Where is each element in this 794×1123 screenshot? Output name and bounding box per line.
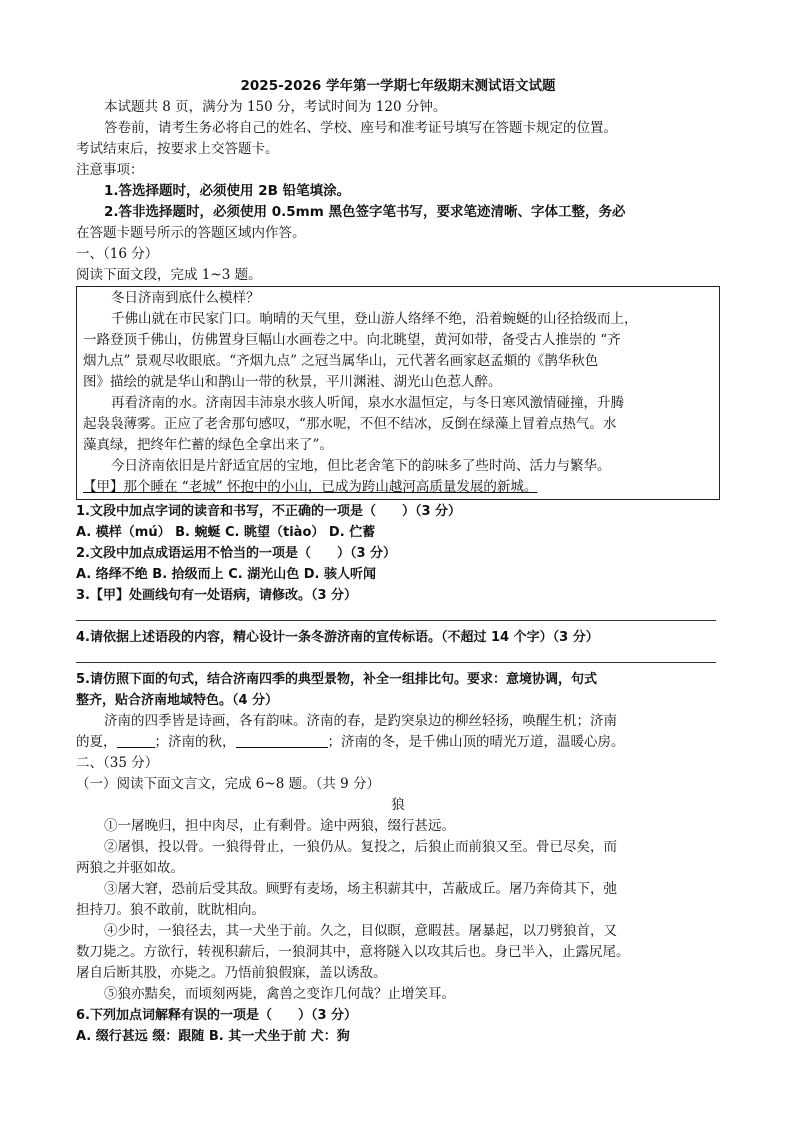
question-5-stem: 济南的四季皆是诗画，各有韵味。济南的春，是趵突泉边的柳丝轻扬，唤醒生机；济南: [104, 713, 617, 729]
question-1: 1.文段中加点字词的读音和书写，不正确的一项是（ ）（3 分）: [76, 504, 462, 519]
exam-page: [76, 76, 720, 1047]
passage-underlined-sentence: 【甲】那个睡在 “老城” 怀抱中的小山，已成为跨山越河高质量发展的新城。: [83, 479, 538, 495]
intro-line: 本试题共 8 页，满分为 150 分，考试时间为 120 分钟。: [104, 99, 447, 115]
classical-text-line: ①一屠晚归，担中肉尽，止有剩骨。途中两狼，缀行甚远。: [104, 818, 455, 834]
passage-line: 藻真绿，把终年伫蓄的绿色全拿出来了”。: [83, 437, 333, 453]
subsection-heading: （一）阅读下面文言文，完成 6~8 题。（共 9 分）: [76, 776, 380, 792]
classical-text-line: ⑤狼亦黠矣，而顷刻两毙，禽兽之变诈几何哉？止增笑耳。: [104, 986, 455, 1002]
question-5-fill: [76, 732, 720, 753]
passage-line: 千佛山就在市民家门口。晌晴的天气里，登山游人络绎不绝，沿着蜿蜒的山径拾级而上，: [111, 311, 638, 327]
answer-line[interactable]: [76, 610, 716, 621]
question-5-cont: 整齐，贴合济南地域特色。（4 分）: [76, 693, 279, 708]
question-4: 4.请依据上述语段的内容，精心设计一条冬游济南的宣传标语。（不超过 14 个字）（3 分）: [76, 630, 599, 645]
text-title: 狼: [391, 797, 405, 813]
classical-text-line: ②屠惧，投以骨。一狼得骨止，一狼仍从。复投之，后狼止而前狼又至。骨已尽矣，而: [104, 839, 617, 855]
section-instruction: 阅读下面文段，完成 1~3 题。: [76, 267, 262, 283]
classical-text-line: 担持刀。狼不敢前，眈眈相向。: [76, 902, 265, 918]
exam-title: 2025-2026 学年第一学期七年级期末测试语文试题: [240, 78, 556, 94]
notice-item: 2.答非选择题时，必须使用 0.5mm 黑色签字笔书写，要求笔迹清晰、字体工整，务必: [104, 204, 626, 220]
section-heading: 二、（35 分）: [76, 755, 159, 771]
notice-heading: 注意事项：: [76, 162, 144, 178]
question-6-options: A. 缀行甚远 缀：跟随 B. 其一犬坐于前 犬：狗: [76, 1029, 350, 1044]
notice-item-cont: 在答题卡题号所示的答题区域内作答。: [76, 225, 306, 241]
question-5: 5.请仿照下面的句式，结合济南四季的典型景物，补全一组排比句。要求：意境协调，句式: [76, 672, 597, 687]
intro-line: 考试结束后，按要求上交答题卡。: [76, 141, 279, 157]
section-heading: 一、（16 分）: [76, 246, 159, 262]
classical-text-line: 屠自后断其股，亦毙之。乃悟前狼假寐，盖以诱敌。: [76, 965, 387, 981]
passage-line: 起袅袅薄雾。正应了老舍那句感叹，“那水呢，不但不结冰，反倒在绿藻上冒着点热气。水: [83, 416, 617, 432]
answer-line[interactable]: [76, 652, 716, 663]
passage-line: 再看济南的水。济南因丰沛泉水骇人听闻，泉水水温恒定，与冬日寒风激情碰撞，升腾: [111, 395, 624, 411]
question-2: 2.文段中加点成语运用不恰当的一项是（ ）（3 分）: [76, 546, 397, 561]
question-2-options: A. 络绎不绝 B. 拾级而上 C. 湖光山色 D. 骇人听闻: [76, 567, 376, 582]
classical-text-line: ④少时，一狼径去，其一犬坐于前。久之，目似瞑，意暇甚。屠暴起，以刀劈狼首，又: [104, 923, 617, 939]
fill-text: ；济南的冬，是千佛山顶的晴光万道，温暖心房。: [327, 734, 625, 750]
passage-line: 冬日济南到底什么模样？: [111, 290, 260, 306]
fill-blank-summer[interactable]: [117, 733, 155, 748]
passage-line: 烟九点” 景观尽收眼底。“齐烟九点” 之冠当属华山，元代著名画家赵孟頫的《鹊华秋色: [83, 353, 599, 369]
classical-text-line: 数刀毙之。方欲行，转视积薪后，一狼洞其中，意将隧入以攻其后也。身已半入，止露尻尾。: [76, 944, 630, 960]
question-1-options: A. 模样（mú） B. 蜿蜒 C. 眺望（tiào） D. 伫蓄: [76, 525, 376, 540]
notice-item: 1.答选择题时，必须使用 2B 铅笔填涂。: [104, 183, 351, 199]
classical-text-line: ③屠大窘，恐前后受其敌。顾野有麦场，场主积薪其中，苫蔽成丘。屠乃奔倚其下，弛: [104, 881, 617, 897]
intro-line: 答卷前，请考生务必将自己的姓名、学校、座号和准考证号填写在答题卡规定的位置。: [104, 120, 617, 136]
passage-line: 今日济南依旧是片舒适宜居的宝地，但比老舍笔下的韵味多了些时尚、活力与繁华。: [111, 458, 611, 474]
passage-line: 一路登顶千佛山，仿佛置身巨幅山水画卷之中。向北眺望，黄河如带，备受古人推崇的 “齐: [83, 332, 621, 348]
classical-text-line: 两狼之并驱如故。: [76, 860, 184, 876]
fill-blank-autumn[interactable]: [236, 733, 328, 748]
fill-text: ；济南的秋，: [154, 734, 236, 750]
question-3: 3.【甲】处画线句有一处语病，请修改。（3 分）: [76, 588, 358, 603]
question-6: 6.下列加点词解释有误的一项是（ ）（3 分）: [76, 1008, 358, 1023]
reading-passage-box: [76, 286, 720, 500]
passage-line: 图》描绘的就是华山和鹊山一带的秋景，平川渊溎、湖光山色惹人醉。: [83, 374, 502, 390]
fill-text: 的夏，: [76, 734, 117, 750]
